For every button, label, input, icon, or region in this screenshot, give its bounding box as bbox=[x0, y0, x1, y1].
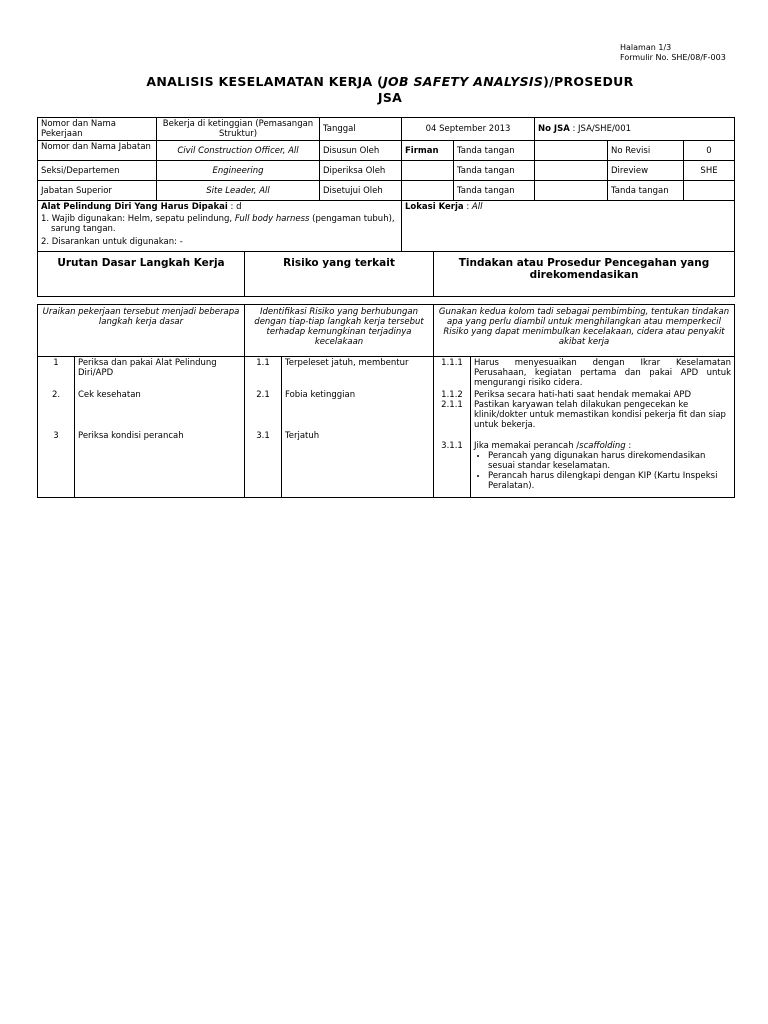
scaffolding-list bbox=[474, 451, 731, 491]
prepared-value: Firman bbox=[402, 141, 454, 161]
risk-desc: Terpeleset jatuh, membentur bbox=[285, 358, 409, 368]
action-numbers bbox=[434, 357, 471, 498]
section-value: Engineering bbox=[157, 161, 320, 181]
location-cell bbox=[402, 201, 735, 252]
guide-actions: Gunakan kedua kolom tadi sebagai pembimbing, tentukan tindakan apa yang perlu diambil untuk menghilangkan atau memperkecil Risiko yang dapat menimbulkan kecelakaan, cidera atau penyakit akibat kerja bbox=[434, 305, 735, 357]
revision-value: 0 bbox=[684, 141, 735, 161]
position-value: Civil Construction Officer, All bbox=[157, 141, 320, 161]
ppe-label: Alat Pelindung Diri Yang Harus Dipakai bbox=[41, 202, 228, 212]
step-desc: Periksa dan pakai Alat Pelindung Diri/APD bbox=[78, 358, 217, 378]
revision-label: No Revisi bbox=[608, 141, 684, 161]
risk-number: 1.1 bbox=[256, 358, 270, 368]
action-number: 1.1.2 bbox=[441, 390, 463, 400]
risk-number: 3.1 bbox=[256, 431, 270, 441]
action-desc-text: Jika memakai perancah / bbox=[474, 441, 580, 451]
action-number: 1.1.1 bbox=[441, 358, 463, 368]
form-number: Formulir No. SHE/08/F-003 bbox=[620, 53, 726, 62]
column-headers bbox=[37, 251, 735, 297]
action-desc: Pastikan karyawan telah dilakukan pengecekan ke klinik/dokter untuk memastikan kondisi pekerja fit dan siap untuk bekerja. bbox=[474, 400, 726, 430]
jsa-number-value: : JSA/SHE/001 bbox=[569, 124, 632, 134]
header-risks: Risiko yang terkait bbox=[245, 252, 434, 297]
action-descriptions bbox=[471, 357, 735, 498]
superior-label: Jabatan Superior bbox=[38, 181, 157, 201]
risk-desc: Fobia ketinggian bbox=[285, 390, 356, 400]
jsa-number-label: No JSA bbox=[538, 124, 570, 134]
signature-label: Tanda tangan bbox=[608, 181, 684, 201]
step-desc: Periksa kondisi perancah bbox=[78, 431, 184, 441]
ppe-item-2: 2. Disarankan untuk digunakan: - bbox=[41, 237, 183, 247]
action-desc: Harus menyesuaikan dengan Ikrar Keselamatan Perusahaan, kegiatan pertama dan pakai APD untuk mengurangi risiko cidera. bbox=[474, 358, 732, 388]
location-label: Lokasi Kerja bbox=[405, 202, 464, 212]
signature-label: Tanda tangan bbox=[454, 181, 535, 201]
step-numbers bbox=[38, 357, 75, 498]
header-actions: Tindakan atau Prosedur Pencegahan yang direkomendasikan bbox=[434, 252, 735, 297]
signature-label: Tanda tangan bbox=[454, 141, 535, 161]
prepared-label: Disusun Oleh bbox=[320, 141, 402, 161]
action-number: 2.1.1 bbox=[441, 400, 463, 410]
location-value: All bbox=[471, 202, 483, 212]
approved-value[interactable] bbox=[402, 181, 454, 201]
ppe-item-1 bbox=[41, 214, 398, 234]
jsa-number bbox=[535, 118, 735, 141]
title-part: ANALISIS KESELAMATAN KERJA ( bbox=[146, 74, 384, 89]
job-label: Nomor dan Nama Pekerjaan bbox=[38, 118, 157, 141]
ppe-item-1-text: 1. Wajib digunakan: Helm, sepatu pelindung, bbox=[41, 214, 235, 224]
form-reference bbox=[620, 43, 726, 63]
review-value: SHE bbox=[684, 161, 735, 181]
header-steps: Urutan Dasar Langkah Kerja bbox=[38, 252, 245, 297]
risk-number: 2.1 bbox=[256, 390, 270, 400]
review-label: Direview bbox=[608, 161, 684, 181]
signature-box[interactable] bbox=[535, 141, 608, 161]
action-desc bbox=[474, 441, 731, 451]
signature-box[interactable] bbox=[535, 181, 608, 201]
date-value: 04 September 2013 bbox=[402, 118, 535, 141]
list-item: • Perancah harus dilengkapi dengan KIP (Kartu Inspeksi Peralatan). bbox=[488, 471, 731, 491]
approved-label: Disetujui Oleh bbox=[320, 181, 402, 201]
signature-box[interactable] bbox=[535, 161, 608, 181]
info-table bbox=[37, 117, 735, 252]
document-title bbox=[40, 74, 740, 106]
ppe-item-1-text-end: (pengaman tubuh), sarung tangan. bbox=[51, 214, 395, 234]
checked-value[interactable] bbox=[402, 161, 454, 181]
action-desc: Periksa secara hati-hati saat hendak memakai APD bbox=[474, 390, 692, 400]
signature-label: Tanda tangan bbox=[454, 161, 535, 181]
action-number: 3.1.1 bbox=[441, 441, 463, 451]
step-number: 1 bbox=[53, 358, 59, 368]
step-desc: Cek kesehatan bbox=[78, 390, 141, 400]
location-separator: : bbox=[463, 202, 472, 212]
date-label: Tanggal bbox=[320, 118, 402, 141]
section-label: Seksi/Departemen bbox=[38, 161, 157, 181]
title-line2: JSA bbox=[377, 90, 403, 105]
guide-risks: Identifikasi Risiko yang berhubungan dengan tiap-tiap langkah kerja tersebut terhadap kemungkinan terjadinya kecelakaan bbox=[245, 305, 434, 357]
action-desc-text-end: : bbox=[625, 441, 632, 451]
risk-desc: Terjatuh bbox=[285, 431, 320, 441]
step-number: 2. bbox=[51, 390, 61, 400]
title-part-end: )/PROSEDUR bbox=[543, 74, 634, 89]
position-label: Nomor dan Nama Jabatan bbox=[38, 141, 157, 161]
risk-descriptions bbox=[282, 357, 434, 498]
risk-numbers bbox=[245, 357, 282, 498]
ppe-item-1-italic: Full body harness bbox=[234, 214, 310, 224]
step-number: 3 bbox=[53, 431, 59, 441]
superior-value: Site Leader, All bbox=[157, 181, 320, 201]
checked-label: Diperiksa Oleh bbox=[320, 161, 402, 181]
step-descriptions bbox=[75, 357, 245, 498]
signature-box[interactable] bbox=[684, 181, 735, 201]
title-italic: JOB SAFETY ANALYSIS bbox=[383, 74, 544, 89]
action-desc-italic: scaffolding bbox=[579, 441, 626, 451]
page-number: Halaman 1/3 bbox=[620, 43, 672, 52]
jsa-table bbox=[37, 304, 735, 498]
ppe-cell bbox=[38, 201, 402, 252]
ppe-suffix: : d bbox=[227, 202, 242, 212]
job-value: Bekerja di ketinggian (Pemasangan Struktur) bbox=[157, 118, 320, 141]
guide-steps: Uraikan pekerjaan tersebut menjadi beberapa langkah kerja dasar bbox=[38, 305, 245, 357]
list-item: • Perancah yang digunakan harus direkomendasikan sesuai standar keselamatan. bbox=[488, 451, 731, 471]
